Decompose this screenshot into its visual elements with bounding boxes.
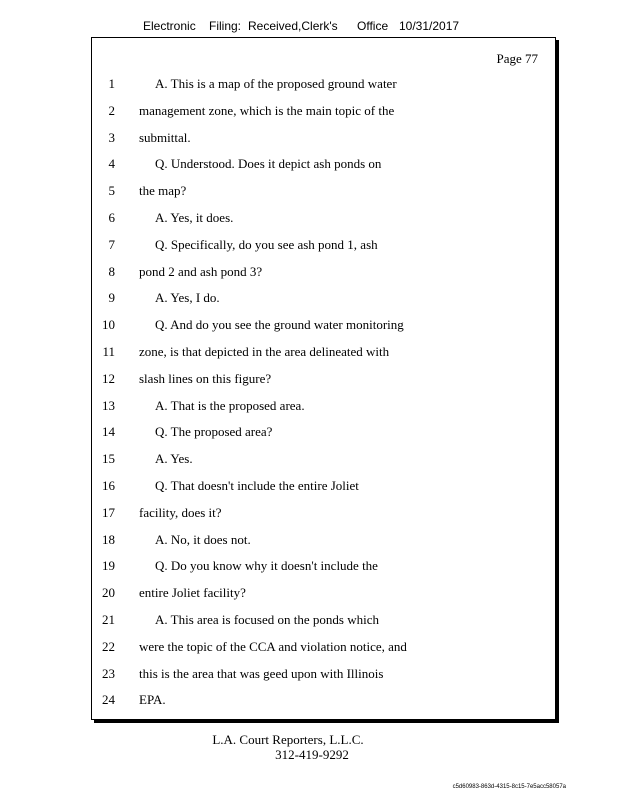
line-number: 19 <box>102 558 115 574</box>
transcript-line <box>92 585 555 603</box>
line-text: zone, is that depicted in the area delineated with <box>139 344 390 359</box>
transcript-line <box>92 612 555 630</box>
transcript-line <box>92 183 555 201</box>
transcript-line <box>92 210 555 228</box>
header-received: Received,Clerk's <box>248 19 338 33</box>
line-text: A. This area is focused on the ponds which <box>155 612 379 627</box>
transcript-line <box>92 156 555 174</box>
line-number: 22 <box>102 638 115 654</box>
line-text: entire Joliet facility? <box>139 585 246 601</box>
line-text: slash lines on this figure? <box>139 370 272 386</box>
transcript-line <box>92 532 555 550</box>
line-text: were the topic of the CCA and violation notice, and <box>139 638 407 654</box>
transcript-line <box>92 344 555 362</box>
line-number: 20 <box>102 585 115 601</box>
line-number: 14 <box>102 424 115 440</box>
line-number: 7 <box>108 236 115 252</box>
header-electronic: Electronic <box>143 19 196 33</box>
transcript-page-frame <box>91 37 556 720</box>
line-number: 3 <box>108 129 115 145</box>
header-filing: Filing: <box>209 19 242 33</box>
line-text: pond 2 and ash pond 3? <box>139 263 263 279</box>
line-text: Q. Do you know why it doesn't include the <box>155 558 378 574</box>
transcript-line <box>92 558 555 576</box>
line-number: 5 <box>108 183 115 199</box>
header-office: Office <box>357 19 389 33</box>
transcript-line <box>92 505 555 523</box>
line-number: 8 <box>108 263 115 279</box>
transcript-line <box>92 103 555 121</box>
transcript-line <box>92 290 555 308</box>
transcript-line <box>92 692 555 710</box>
page-number: Page 77 <box>496 51 538 66</box>
line-text: management zone, which is the main topic of the <box>139 102 395 118</box>
line-number: 18 <box>102 531 115 547</box>
line-number: 16 <box>102 478 115 493</box>
line-number: 1 <box>108 76 115 91</box>
line-text: facility, does it? <box>139 504 222 520</box>
line-text: A. No, it does not. <box>155 531 251 547</box>
footer-phone: 312-419-9292 <box>275 747 349 762</box>
line-number: 21 <box>102 612 115 627</box>
line-text: A. Yes, it does. <box>155 210 234 225</box>
transcript-line <box>92 237 555 255</box>
transcript-line <box>92 371 555 389</box>
line-number: 17 <box>102 504 115 520</box>
line-number: 4 <box>108 156 115 172</box>
line-text: submittal. <box>139 129 191 145</box>
transcript-line <box>92 398 555 416</box>
line-text: EPA. <box>139 692 166 708</box>
transcript-line <box>92 130 555 148</box>
line-text: Q. And do you see the ground water monitoring <box>155 317 404 333</box>
line-text: Q. Specifically, do you see ash pond 1, ash <box>155 236 378 252</box>
line-number: 24 <box>102 692 115 708</box>
transcript-line <box>92 317 555 335</box>
transcript-line <box>92 424 555 442</box>
transcript-line <box>92 451 555 469</box>
line-number: 6 <box>108 210 115 225</box>
filing-stamp-header <box>143 19 473 37</box>
line-number: 15 <box>102 451 115 467</box>
line-number: 9 <box>108 290 115 306</box>
document-id: c5d60983-863d-4315-8c15-7e5acc58057a <box>452 784 566 790</box>
line-number: 10 <box>102 317 115 333</box>
line-text: A. Yes. <box>155 451 193 467</box>
line-text: Q. That doesn't include the entire Joliet <box>155 478 359 493</box>
footer-company: L.A. Court Reporters, L.L.C. <box>212 732 364 747</box>
line-number: 12 <box>102 370 115 386</box>
line-number: 23 <box>102 665 115 681</box>
line-number: 2 <box>108 102 115 118</box>
transcript-line <box>92 666 555 684</box>
transcript-line <box>92 76 555 94</box>
line-text: A. Yes, I do. <box>155 290 220 306</box>
transcript-line <box>92 478 555 496</box>
transcript-line <box>92 264 555 282</box>
transcript-lines <box>92 38 555 719</box>
line-number: 11 <box>102 344 115 359</box>
line-text: Q. The proposed area? <box>155 424 273 440</box>
line-text: A. This is a map of the proposed ground water <box>155 76 397 91</box>
line-text: the map? <box>139 183 187 199</box>
transcript-line <box>92 639 555 657</box>
header-date: 10/31/2017 <box>399 19 460 33</box>
line-number: 13 <box>102 397 115 413</box>
line-text: Q. Understood. Does it depict ash ponds on <box>155 156 382 172</box>
line-text: this is the area that was geed upon with Illinois <box>139 665 384 681</box>
line-text: A. That is the proposed area. <box>155 397 305 413</box>
